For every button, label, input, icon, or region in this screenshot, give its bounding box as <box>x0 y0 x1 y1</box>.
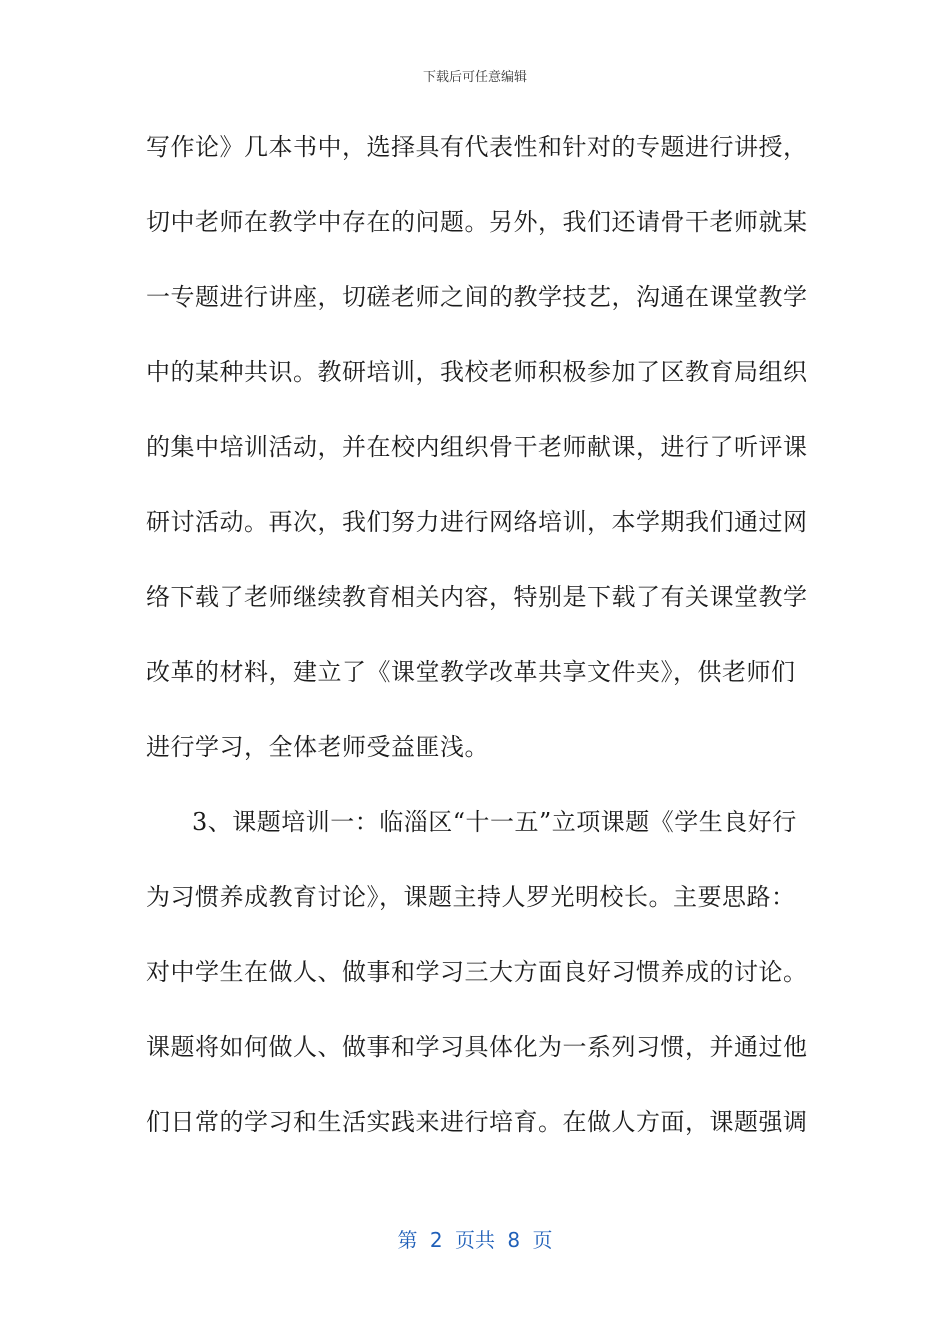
paragraph-line: 改革的材料，建立了《课堂教学改革共享文件夹》，供老师们 <box>146 658 796 686</box>
paragraph-line: 们日常的学习和生活实践来进行培育。在做人方面，课题强调 <box>146 1108 808 1136</box>
footer-suffix: 页 <box>532 1228 553 1252</box>
page-footer <box>0 1224 950 1253</box>
paragraph-line: 切中老师在教学中存在的问题。另外，我们还请骨干老师就某 <box>146 208 808 236</box>
paragraph-line: 一专题进行讲座，切磋老师之间的教学技艺，沟通在课堂教学 <box>146 283 808 311</box>
paragraph-line: 的集中培训活动，并在校内组织骨干老师献课，进行了听评课 <box>146 433 808 461</box>
paragraph-line: 中的某种共识。教研培训，我校老师积极参加了区教育局组织 <box>146 358 808 386</box>
page-header: 下载后可任意编辑 <box>422 70 527 85</box>
paragraph-line: 写作论》几本书中，选择具有代表性和针对的专题进行讲授， <box>146 133 808 161</box>
paragraph-line: 课题将如何做人、做事和学习具体化为一系列习惯，并通过他 <box>146 1033 808 1061</box>
paragraph-line: 3、课题培训一：临淄区“十一五”立项课题《学生良好行 <box>192 808 797 836</box>
paragraph-line: 络下载了老师继续教育相关内容，特别是下载了有关课堂教学 <box>146 583 808 611</box>
footer-total-pages: 8 <box>507 1228 521 1252</box>
paragraph-line: 为习惯养成教育讨论》，课题主持人罗光明校长。主要思路： <box>146 883 796 911</box>
document-body <box>146 122 806 1172</box>
paragraph-line: 对中学生在做人、做事和学习三大方面良好习惯养成的讨论。 <box>146 958 808 986</box>
footer-middle: 页共 <box>455 1228 495 1252</box>
footer-page-number: 2 <box>429 1228 443 1252</box>
paragraph-line: 进行学习，全体老师受益匪浅。 <box>146 733 489 761</box>
footer-prefix: 第 <box>397 1228 418 1252</box>
paragraph-line: 研讨活动。再次，我们努力进行网络培训，本学期我们通过网 <box>146 508 808 536</box>
